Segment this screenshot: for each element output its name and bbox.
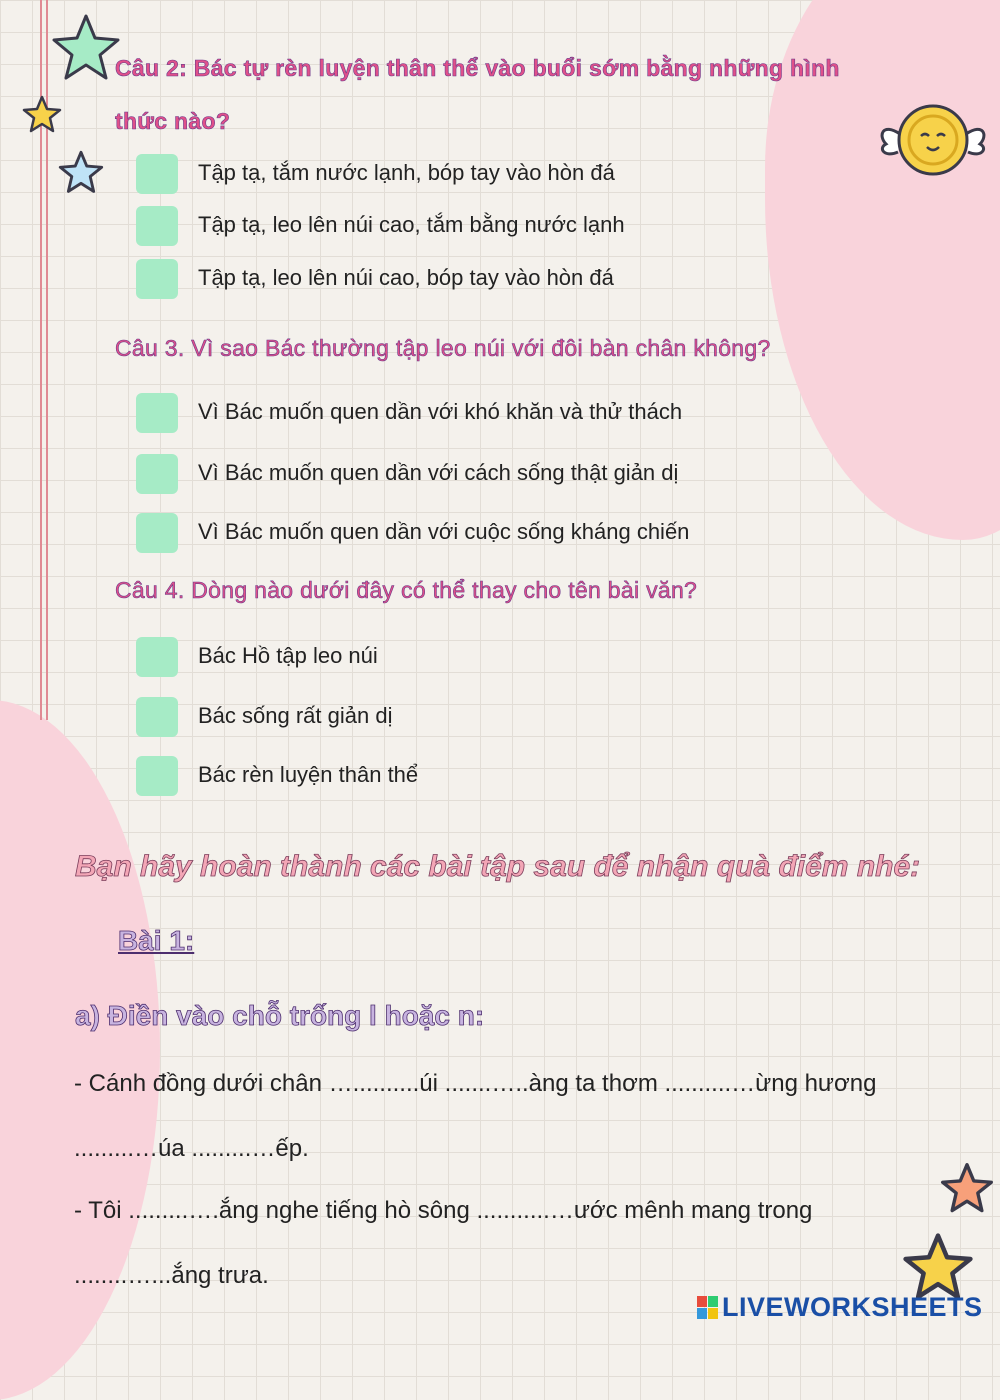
question-4-title: Câu 4. Dòng nào dưới đây có thể thay cho tên bài văn? bbox=[115, 577, 698, 603]
answer-checkbox[interactable] bbox=[136, 513, 178, 553]
option-label: Vì Bác muốn quen dần với khó khăn và thử thách bbox=[198, 399, 683, 424]
option-label: Bác Hồ tập leo núi bbox=[198, 643, 378, 668]
green-star-icon bbox=[50, 12, 122, 84]
q4-option-3 bbox=[0, 756, 900, 796]
exercise-line: ........…...ắng trưa. bbox=[74, 1262, 269, 1289]
option-label: Bác sống rất giản dị bbox=[198, 703, 393, 728]
exercise-heading: Bạn hãy hoàn thành các bài tập sau để nhận quà điểm nhé: bbox=[75, 850, 921, 883]
exercise-line: - Tôi .........….ắng nghe tiếng hò sông ...........…ước mênh mang trong bbox=[74, 1197, 813, 1224]
option-label: Bác rèn luyện thân thể bbox=[198, 762, 419, 787]
q3-option-2 bbox=[0, 454, 900, 494]
exercise-instruction: a) Điền vào chỗ trống l hoặc n: bbox=[75, 1000, 485, 1031]
answer-checkbox[interactable] bbox=[136, 697, 178, 737]
q4-option-1 bbox=[0, 637, 900, 677]
q2-option-1 bbox=[0, 154, 900, 194]
q3-option-3 bbox=[0, 513, 900, 553]
answer-checkbox[interactable] bbox=[136, 259, 178, 299]
answer-checkbox[interactable] bbox=[136, 206, 178, 246]
liveworksheets-logo-icon bbox=[697, 1296, 719, 1320]
option-label: Tập tạ, leo lên núi cao, bóp tay vào hòn đá bbox=[198, 265, 614, 290]
option-label: Vì Bác muốn quen dần với cuộc sống kháng chiến bbox=[198, 519, 690, 544]
q4-option-2 bbox=[0, 697, 900, 737]
exercise-line: .........…úa .........…ếp. bbox=[74, 1135, 309, 1162]
q3-option-1 bbox=[0, 393, 900, 433]
brand-name[interactable]: LIVEWORKSHEETS bbox=[722, 1292, 983, 1322]
pink-blob-bottom-left bbox=[0, 700, 160, 1400]
question-3-title: Câu 3. Vì sao Bác thường tập leo núi với đôi bàn chân không? bbox=[115, 335, 771, 361]
option-label: Tập tạ, tắm nước lạnh, bóp tay vào hòn đá bbox=[198, 160, 615, 185]
answer-checkbox[interactable] bbox=[136, 154, 178, 194]
answer-checkbox[interactable] bbox=[136, 756, 178, 796]
option-label: Vì Bác muốn quen dần với cách sống thật giản dị bbox=[198, 460, 679, 485]
question-2-title: Câu 2: Bác tự rèn luyện thân thể vào buổi sớm bằng những hình bbox=[115, 55, 840, 81]
question-2-title-cont: thức nào? bbox=[115, 108, 231, 134]
yellow-star-icon bbox=[22, 95, 62, 135]
exercise-number: Bài 1: bbox=[118, 925, 195, 956]
orange-star-icon bbox=[940, 1162, 994, 1216]
q2-option-2 bbox=[0, 206, 900, 246]
answer-checkbox[interactable] bbox=[136, 454, 178, 494]
answer-checkbox[interactable] bbox=[136, 393, 178, 433]
exercise-line: - Cánh đồng dưới chân …..........úi .......…..àng ta thơm ..........…ừng hương bbox=[74, 1070, 877, 1097]
answer-checkbox[interactable] bbox=[136, 637, 178, 677]
option-label: Tập tạ, leo lên núi cao, tắm bằng nước lạnh bbox=[198, 212, 625, 237]
q2-option-3 bbox=[0, 259, 900, 299]
